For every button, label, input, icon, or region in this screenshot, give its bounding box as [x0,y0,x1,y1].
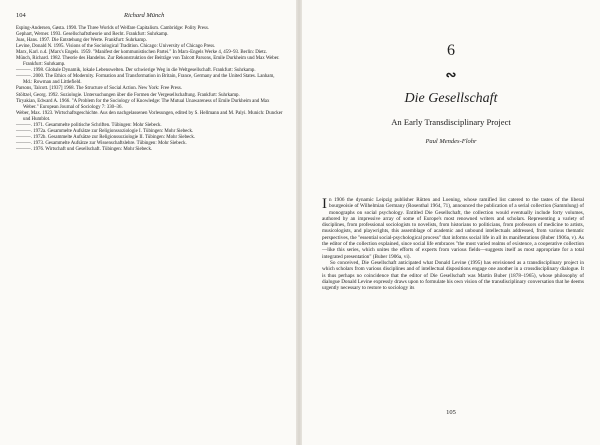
drop-cap: I [322,196,327,212]
right-page [302,0,600,445]
reference-entry: Münch, Richard. 1982. Theorie des Handelns. Zur Rekonstruktion der Beiträge von Talcott Parsons, Emile Durkheim und Max Weber. Frankfurt: Suhrkamp. [16,56,280,68]
reference-entry: ———. 1998. Globale Dynamik, lokale Lebenswelten. Der schwierige Weg in die Weltgesellschaft. Frankfurt: Suhrkamp. [16,68,256,74]
reference-entry: Parsons, Talcott. [1937] 1968. The Structure of Social Action. New York: Free Press. [16,86,183,92]
page-number: 104 [16,12,26,19]
reference-entry: Tiryakian, Edward A. 1966. "A Problem for the Sociology of Knowledge: The Mutual Unawareness of Emile Durkheim and Max Weber." European Journal of Sociology 7: 330–36. [16,98,270,110]
body-paragraph [322,197,584,260]
reference-entry: ———. 1971. Gesammelte politische Schriften. Tübingen: Mohr Siebeck. [16,122,162,128]
reference-entry: ———. 1972a. Gesammelte Aufsätze zur Religionssoziologie I. Tübingen: Mohr Siebeck. [16,128,194,134]
reference-entry: Stöltzel, Georg. 1992. Soziologie. Untersuchungen über die Formen der Vergesellschaftung. Frankfurt: Suhrkamp. [16,92,240,98]
running-head: Richard Münch [124,12,165,19]
page-number: 105 [446,409,456,416]
paragraph-text: n 1906 the dynamic Leipzig publisher Rütten and Loening, whose ramified list catered to the tastes of the liberal bourgeoisie of Wilhelmian Germany (Rosenthal 1964, 71), announced the publication of a serial collection (Sammlung) of monographs on social psychology. Entitled Die Gesellschaft, the collection would eventually include forty volumes, authored by an impressive array of some of Europe's most renowned writers and scholars. Representing a variety of disciplines, from professional sociologists to novelists, from historians to politicians, from professors of medicine to artists, musicologists, and playwrights, this assemblage of academic and unbound intellectuals addressed, from various thematic perspectives, the "essential social-psychological process" that informs social life in all its manifestations (Buber 1906a, v). As the editor of the collection explained, since social life embraces "the most varied realms of existence, a cooperative collection—like this series, which unites the efforts of experts from various fields—suggests itself as most appropriate for a total integrated presentation" (Buber 1906a, vi). [322,197,584,260]
ornament-icon: ∾ [445,67,457,82]
reference-entry: ———. 1976. Wirtschaft und Gesellschaft. Tübingen: Mohr Siebeck. [16,146,153,152]
chapter-number: 6 [447,42,455,59]
chapter-title: Die Gesellschaft [404,91,498,106]
chapter-body [322,197,584,291]
chapter-author: Paul Mendes-Flohr [425,138,477,145]
reference-entry: ———. 1973. Gesammelte Aufsätze zur Wissenschaftslehre. Tübingen: Mohr Siebeck. [16,140,187,146]
reference-entry: Weber, Max. 1923. Wirtschaftsgeschichte. Aus den nachgelassenen Vorlesungen, edited by S. Hellmann and M. Palyi. Munich: Duncker und Humblot. [16,110,283,122]
reference-entry: Gephart, Werner. 1993. Gesellschaftstheorie und Recht. Frankfurt: Suhrkamp. [16,32,169,38]
reference-entry: Esping-Andersen, Gøsta. 1990. The Three Worlds of Welfare Capitalism. Cambridge: Polity Press. [16,26,210,31]
chapter-subtitle: An Early Transdisciplinary Project [391,117,511,127]
reference-entry: ———. 1972b. Gesammelte Aufsätze zur Religionssoziologie II. Tübingen: Mohr Siebeck. [16,134,196,140]
left-page [0,0,296,445]
reference-list [16,26,284,153]
body-paragraph: So conceived, Die Gesellschaft anticipated what Donald Levine (1995) has envisioned as a transdisciplinary project in which scholars from various disciplines and of intellectual dispositions engage one another in a crossdisciplinary dialogue. It is thus perhaps no coincidence that the editor of Die Gesellschaft was Martin Buber (1878–1965), whose philosophy of dialogue Donald Levine expressly draws upon to formulate his own vision of the transdisciplinary conversation that he deems urgently necessary to restore to sociology its [322,259,584,292]
reference-entry: ———. 2000. The Ethics of Modernity. Formation and Transformation in Britain, France, Germany and the United States. Lanham, Md.: Rowman and Littlefield. [16,74,275,86]
reference-entry: Joas, Hans. 1997. Die Entstehung der Werte. Frankfurt: Suhrkamp. [16,38,147,44]
reference-entry: Levine, Donald N. 1995. Visions of the Sociological Tradition. Chicago: University of Chicago Press. [16,44,216,50]
reference-entry: Marx, Karl. n.d. [Marx's Engels. 1959. "Manifest der kommunistischen Partei." In Marx-Engels Werke 4, 459–93. Berlin: Dietz. [16,50,268,56]
